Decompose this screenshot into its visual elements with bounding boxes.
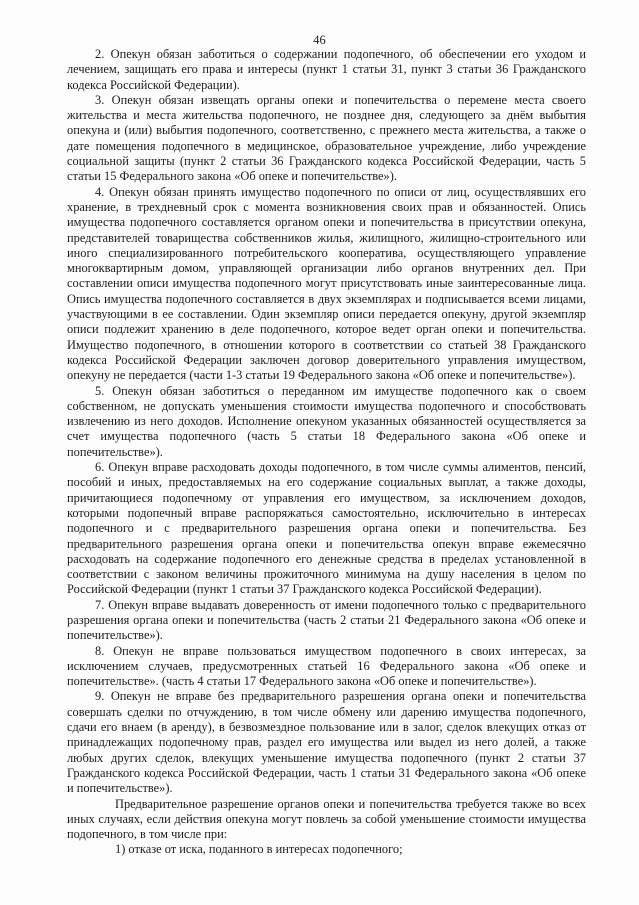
page-number: 46 [313,33,326,47]
document-body [67,47,586,858]
paragraph-2: 2. Опекун обязан заботиться о содержании подопечного, об обеспечении его уходом и лечением, защищать его права и интересы (пункт 1 статьи 31, пункт 3 статьи 36 Гражданского кодекса Российской Федерации). [67,47,586,92]
paragraph-6: 6. Опекун вправе расходовать доходы подопечного, в том числе суммы алиментов, пенсий, пособий и иных, предоставляемых на его содержание социальных выплат, а также доходы, причитающиеся подопечному от управления его имуществом, за исключением доходов, которыми подопечный вправе распоряжаться самостоятельно, исключительно в интересах подопечного и с предварительного разрешения органа опеки и попечительства. Без предварительного разрешения органа опеки и попечительства опекун вправе ежемесячно расходовать на содержание подопечного его денежные средства в пределах установленной в соответствии с законом величины прожиточного минимума на душу населения в целом по Российской Федерации (пункт 1 статьи 37 Гражданского кодекса Российской Федерации). [67,460,586,597]
paragraph-9: 9. Опекун не вправе без предварительного разрешения органа опеки и попечительства совершать сделки по отчуждению, в том числе обмену или дарению имущества подопечного, сдачи его внаем (в аренду), в безвозмездное пользование или в залог, сделок влекущих отказ от принадлежащих подопечному прав, раздел его имущества или выдел из него долей, а также любых других сделок, влекущих уменьшение имущества подопечного (пункт 2 статьи 37 Гражданского кодекса Российской Федерации, часть 1 статьи 31 Федерального закона «Об опеке и попечительстве»). [67,689,586,796]
paragraph-prior-permission: Предварительное разрешение органов опеки и попечительства требуется также во всех иных случаях, если действия опекуна могут повлечь за собой уменьшение стоимости имущества подопечного, в том числе при: [67,796,586,842]
paragraph-7: 7. Опекун вправе выдавать доверенность от имени подопечного только с предварительного разрешения органа опеки и попечительства (часть 2 статьи 21 Федерального закона «Об опеке и попечительстве»). [67,597,586,643]
list-item-1: 1) отказе от иска, поданного в интересах подопечного; [115,842,403,857]
paragraph-8: 8. Опекун не вправе пользоваться имуществом подопечного в своих интересах, за исключением случаев, предусмотренных статьей 16 Федерального закона «Об опеке и попечительстве». (часть 4 статьи 17 Федерального закона «Об опеке и попечительстве»). [67,643,586,689]
paragraph-4: 4. Опекун обязан принять имущество подопечного по описи от лиц, осуществлявших его хранение, в трехдневный срок с момента возникновения своих прав и обязанностей. Опись имущества подопечного составляется органом опеки и попечительства в присутствии опекуна, представителей товарищества собственников жилья, жилищного, жилищно-строительного или иного специализированного потребительского кооператива, осуществляющего управление многоквартирным домом, управляющей организации либо органов внутренних дел. При составлении описи имущества подопечного могут присутствовать иные заинтересованные лица. Опись имущества подопечного составляется в двух экземплярах и подписывается всеми лицами, участвующими в ее составлении. Один экземпляр описи передается опекуну, другой экземпляр описи подлежит хранению в деле подопечного, которое ведет орган опеки и попечительства. Имущество подопечного, в отношении которого в соответствии со статьей 38 Гражданского кодекса Российской Федерации заключен договор доверительного управления имуществом, опекуну не передается (части 1-3 статьи 19 Федерального закона «Об опеке и попечительстве»). [67,184,586,383]
paragraph-3: 3. Опекун обязан извещать органы опеки и попечительства о перемене места своего жительства и места жительства подопечного, не позднее дня, следующего за днём выбытия опекуна и (или) выбытия подопечного, соответственно, с прежнего места жительства, а также о дате помещения подопечного в медицинское, образовательное учреждение, либо учреждение социальной защиты (пункт 2 статьи 36 Гражданского кодекса Российской Федерации, часть 5 статьи 15 Федерального закона «Об опеке и попечительстве»). [67,92,586,184]
paragraph-5: 5. Опекун обязан заботиться о переданном им имуществе подопечного как о своем собственном, не допускать уменьшения стоимости имущества подопечного и способствовать извлечению из него доходов. Исполнение опекуном указанных обязанностей осуществляется за счет имущества подопечного (часть 5 статьи 18 Федерального закона «Об опеке и попечительстве»). [67,383,586,459]
